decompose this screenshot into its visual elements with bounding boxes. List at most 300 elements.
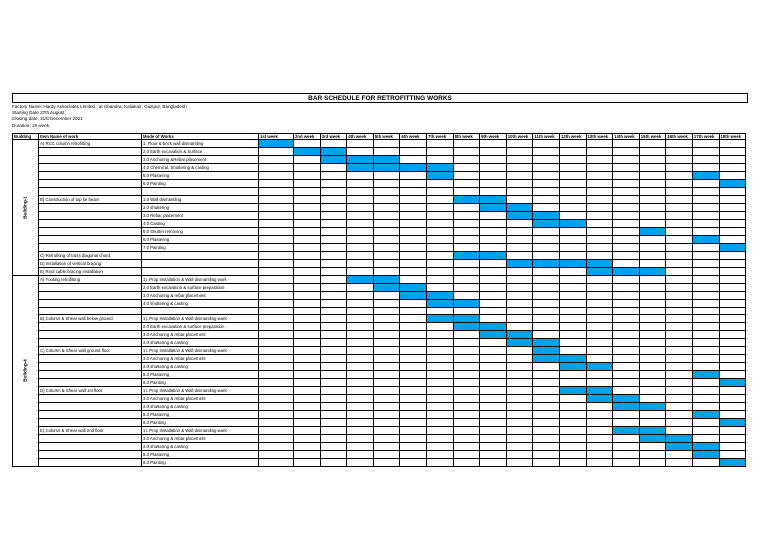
week-cell-4 <box>347 427 374 435</box>
week-cell-10 <box>506 291 533 299</box>
week-cell-18 <box>719 339 746 347</box>
header-week-5: 5th week <box>373 134 400 140</box>
week-cell-8 <box>453 427 480 435</box>
week-cell-3 <box>320 339 347 347</box>
week-cell-1 <box>259 387 294 395</box>
week-cell-5 <box>373 427 400 435</box>
week-cell-13 <box>586 371 613 379</box>
schedule-bar-week-18 <box>719 379 746 387</box>
week-cell-8 <box>453 339 480 347</box>
table-row <box>13 307 746 314</box>
week-cell-8 <box>453 283 480 291</box>
week-cell-2 <box>294 219 321 227</box>
table-row <box>13 188 746 195</box>
week-cell-13 <box>586 243 613 251</box>
week-cell-6 <box>400 227 427 235</box>
week-cell-13 <box>586 235 613 243</box>
week-cell-4 <box>347 219 374 227</box>
week-cell-4 <box>347 459 374 467</box>
week-cell-5 <box>373 411 400 419</box>
week-cell-6 <box>400 219 427 227</box>
week-cell-5 <box>373 307 400 314</box>
schedule-bar-week-14 <box>613 427 640 435</box>
table-row <box>13 339 746 347</box>
week-cell-4 <box>347 140 374 148</box>
week-cell-12 <box>559 140 586 148</box>
week-cell-8 <box>453 443 480 451</box>
week-cell-10 <box>506 140 533 148</box>
schedule-body <box>13 140 746 467</box>
week-cell-4 <box>347 451 374 459</box>
week-cell-15 <box>639 459 666 467</box>
week-cell-14 <box>613 227 640 235</box>
schedule-bar-week-7 <box>426 315 453 323</box>
schedule-bar-week-17 <box>692 235 719 243</box>
week-cell-4 <box>347 188 374 195</box>
week-cell-13 <box>586 307 613 314</box>
item-name-cell <box>39 419 142 427</box>
week-cell-3 <box>320 395 347 403</box>
week-cell-14 <box>613 172 640 180</box>
week-cell-2 <box>294 235 321 243</box>
week-cell-9 <box>480 459 507 467</box>
week-cell-6 <box>400 371 427 379</box>
mode-of-work-cell: 6.0 Painting <box>142 180 259 188</box>
week-cell-1 <box>259 379 294 387</box>
week-cell-12 <box>559 243 586 251</box>
week-cell-3 <box>320 243 347 251</box>
item-name-cell <box>39 299 142 307</box>
week-cell-11 <box>533 275 560 283</box>
week-cell-17 <box>692 331 719 339</box>
item-name-cell: E) Roof cable bracing installation <box>39 267 142 275</box>
week-cell-8 <box>453 379 480 387</box>
schedule-bar-week-4 <box>347 164 374 172</box>
week-cell-6 <box>400 172 427 180</box>
schedule-bar-week-9 <box>480 331 507 339</box>
week-cell-13 <box>586 180 613 188</box>
week-cell-2 <box>294 251 321 259</box>
mode-of-work-cell: 2.0 Earth excavation & surface preparation <box>142 283 259 291</box>
table-row <box>13 243 746 251</box>
table-row <box>13 387 746 395</box>
week-cell-18 <box>719 387 746 395</box>
week-cell-10 <box>506 251 533 259</box>
schedule-bar-week-16 <box>666 435 693 443</box>
week-cell-9 <box>480 291 507 299</box>
week-cell-6 <box>400 156 427 164</box>
week-cell-13 <box>586 331 613 339</box>
week-cell-10 <box>506 411 533 419</box>
week-cell-13 <box>586 227 613 235</box>
week-cell-16 <box>666 315 693 323</box>
week-cell-9 <box>480 411 507 419</box>
item-name-cell <box>39 339 142 347</box>
week-cell-13 <box>586 411 613 419</box>
week-cell-1 <box>259 411 294 419</box>
week-cell-14 <box>613 164 640 172</box>
schedule-title: BAR SCHEDULE FOR RETROFITTING WORKS <box>12 93 748 103</box>
week-cell-10 <box>506 283 533 291</box>
week-cell-3 <box>320 195 347 203</box>
week-cell-13 <box>586 251 613 259</box>
week-cell-2 <box>294 387 321 395</box>
week-cell-8 <box>453 419 480 427</box>
header-week-1: 1st week <box>259 134 294 140</box>
header-week-10: 10th week <box>506 134 533 140</box>
schedule-bar-week-1 <box>259 140 294 148</box>
week-cell-13 <box>586 203 613 211</box>
week-cell-16 <box>666 156 693 164</box>
week-cell-18 <box>719 315 746 323</box>
duration: Duration: 18 week <box>12 122 50 128</box>
week-cell-11 <box>533 203 560 211</box>
week-cell-6 <box>400 180 427 188</box>
item-name-cell: A) RCC column retrofitting <box>39 140 142 148</box>
week-cell-16 <box>666 339 693 347</box>
week-cell-11 <box>533 387 560 395</box>
week-cell-6 <box>400 299 427 307</box>
week-cell-14 <box>613 355 640 363</box>
item-name-cell <box>39 180 142 188</box>
table-row <box>13 291 746 299</box>
week-cell-7 <box>426 339 453 347</box>
table-row <box>13 195 746 203</box>
header-building: Building <box>13 134 39 140</box>
week-cell-3 <box>320 219 347 227</box>
schedule-bar-week-10 <box>506 331 533 339</box>
week-cell-2 <box>294 443 321 451</box>
week-cell-5 <box>373 323 400 331</box>
mode-of-work-cell: 3.0 Anchoring & rebar placement <box>142 291 259 299</box>
schedule-bar-week-13 <box>586 395 613 403</box>
schedule-bar-week-6 <box>400 164 427 172</box>
week-cell-6 <box>400 379 427 387</box>
week-cell-14 <box>613 203 640 211</box>
week-cell-10 <box>506 148 533 156</box>
week-cell-9 <box>480 148 507 156</box>
header-item: Item Name of work <box>39 134 142 140</box>
week-cell-4 <box>347 299 374 307</box>
table-row <box>13 435 746 443</box>
week-cell-18 <box>719 355 746 363</box>
week-cell-13 <box>586 403 613 411</box>
week-cell-7 <box>426 211 453 219</box>
week-cell-5 <box>373 259 400 267</box>
mode-of-work-cell <box>142 188 259 195</box>
week-cell-3 <box>320 451 347 459</box>
week-cell-18 <box>719 267 746 275</box>
week-cell-9 <box>480 227 507 235</box>
week-cell-13 <box>586 347 613 355</box>
week-cell-15 <box>639 411 666 419</box>
week-cell-17 <box>692 188 719 195</box>
week-cell-11 <box>533 315 560 323</box>
week-cell-1 <box>259 195 294 203</box>
item-name-cell <box>39 379 142 387</box>
header-week-18: 18th week <box>719 134 746 140</box>
week-cell-6 <box>400 339 427 347</box>
table-row <box>13 347 746 355</box>
week-cell-10 <box>506 419 533 427</box>
week-cell-16 <box>666 140 693 148</box>
week-cell-17 <box>692 259 719 267</box>
schedule-bar-week-18 <box>719 459 746 467</box>
schedule-bar-week-12 <box>559 355 586 363</box>
week-cell-3 <box>320 307 347 314</box>
schedule-bar-week-6 <box>400 283 427 291</box>
week-cell-2 <box>294 363 321 371</box>
mode-of-work-cell: 1). Prop Installation & Wall dismantling work <box>142 387 259 395</box>
week-cell-14 <box>613 148 640 156</box>
week-cell-16 <box>666 459 693 467</box>
header-week-2: 2nd week <box>294 134 321 140</box>
week-cell-6 <box>400 251 427 259</box>
week-cell-12 <box>559 188 586 195</box>
week-cell-9 <box>480 443 507 451</box>
week-cell-15 <box>639 211 666 219</box>
week-cell-7 <box>426 188 453 195</box>
week-cell-9 <box>480 315 507 323</box>
item-name-cell: B) Construction of top tie beam <box>39 195 142 203</box>
week-cell-1 <box>259 251 294 259</box>
table-row <box>13 203 746 211</box>
week-cell-12 <box>559 371 586 379</box>
table-row <box>13 275 746 283</box>
week-cell-17 <box>692 347 719 355</box>
week-cell-11 <box>533 451 560 459</box>
week-cell-18 <box>719 164 746 172</box>
week-cell-7 <box>426 347 453 355</box>
mode-of-work-cell: 4.0 shuttering & casting <box>142 443 259 451</box>
item-name-cell <box>39 451 142 459</box>
table-row <box>13 283 746 291</box>
week-cell-6 <box>400 355 427 363</box>
week-cell-16 <box>666 211 693 219</box>
week-cell-12 <box>559 227 586 235</box>
schedule-bar-week-16 <box>666 443 693 451</box>
week-cell-10 <box>506 156 533 164</box>
week-cell-2 <box>294 379 321 387</box>
week-cell-7 <box>426 451 453 459</box>
week-cell-16 <box>666 371 693 379</box>
week-cell-4 <box>347 419 374 427</box>
week-cell-7 <box>426 443 453 451</box>
week-cell-13 <box>586 355 613 363</box>
schedule-bar-week-17 <box>692 172 719 180</box>
schedule-bar-week-17 <box>692 371 719 379</box>
week-cell-3 <box>320 379 347 387</box>
table-row <box>13 443 746 451</box>
week-cell-6 <box>400 188 427 195</box>
week-cell-7 <box>426 243 453 251</box>
week-cell-2 <box>294 315 321 323</box>
week-cell-3 <box>320 419 347 427</box>
week-cell-15 <box>639 180 666 188</box>
mode-of-work-cell: 2.0 Earth excavation & Surface <box>142 148 259 156</box>
week-cell-2 <box>294 411 321 419</box>
schedule-bar-week-8 <box>453 251 480 259</box>
week-cell-15 <box>639 315 666 323</box>
week-cell-15 <box>639 164 666 172</box>
week-cell-15 <box>639 331 666 339</box>
week-cell-16 <box>666 395 693 403</box>
week-cell-10 <box>506 395 533 403</box>
week-cell-10 <box>506 267 533 275</box>
week-cell-16 <box>666 331 693 339</box>
week-cell-18 <box>719 227 746 235</box>
week-cell-4 <box>347 435 374 443</box>
mode-of-work-cell <box>142 307 259 314</box>
week-cell-3 <box>320 347 347 355</box>
header-week-12: 12th week <box>559 134 586 140</box>
week-cell-17 <box>692 419 719 427</box>
week-cell-3 <box>320 299 347 307</box>
week-cell-4 <box>347 395 374 403</box>
week-cell-14 <box>613 443 640 451</box>
week-cell-3 <box>320 331 347 339</box>
week-cell-5 <box>373 219 400 227</box>
week-cell-16 <box>666 363 693 371</box>
week-cell-17 <box>692 427 719 435</box>
week-cell-1 <box>259 347 294 355</box>
week-cell-3 <box>320 443 347 451</box>
week-cell-1 <box>259 299 294 307</box>
week-cell-17 <box>692 291 719 299</box>
week-cell-13 <box>586 275 613 283</box>
week-cell-3 <box>320 283 347 291</box>
table-row <box>13 172 746 180</box>
week-cell-7 <box>426 459 453 467</box>
mode-of-work-cell <box>142 259 259 267</box>
item-name-cell <box>39 331 142 339</box>
week-cell-11 <box>533 419 560 427</box>
schedule-bar-week-4 <box>347 156 374 164</box>
week-cell-6 <box>400 427 427 435</box>
mode-of-work-cell: 5.0 Shutter removing <box>142 227 259 235</box>
mode-of-work-cell: 1. Floor & brick wall dismantling <box>142 140 259 148</box>
week-cell-1 <box>259 180 294 188</box>
header-week-7: 7th week <box>426 134 453 140</box>
week-cell-7 <box>426 195 453 203</box>
week-cell-1 <box>259 315 294 323</box>
schedule-bar-week-9 <box>480 251 507 259</box>
week-cell-5 <box>373 419 400 427</box>
week-cell-10 <box>506 427 533 435</box>
week-cell-6 <box>400 435 427 443</box>
schedule-bar-week-7 <box>426 164 453 172</box>
week-cell-15 <box>639 148 666 156</box>
week-cell-16 <box>666 180 693 188</box>
week-cell-4 <box>347 251 374 259</box>
mode-of-work-cell: 7.0 Painting <box>142 243 259 251</box>
schedule-bar-week-4 <box>347 275 374 283</box>
week-cell-7 <box>426 148 453 156</box>
week-cell-14 <box>613 259 640 267</box>
week-cell-18 <box>719 140 746 148</box>
week-cell-3 <box>320 291 347 299</box>
week-cell-14 <box>613 195 640 203</box>
week-cell-10 <box>506 172 533 180</box>
week-cell-8 <box>453 331 480 339</box>
week-cell-10 <box>506 403 533 411</box>
mode-of-work-cell: 3.0 Anchoring & rebar placement <box>142 435 259 443</box>
schedule-bar-week-15 <box>639 267 666 275</box>
table-row <box>13 315 746 323</box>
week-cell-14 <box>613 299 640 307</box>
week-cell-3 <box>320 180 347 188</box>
week-cell-8 <box>453 259 480 267</box>
week-cell-12 <box>559 203 586 211</box>
item-name-cell <box>39 403 142 411</box>
week-cell-4 <box>347 243 374 251</box>
week-cell-12 <box>559 395 586 403</box>
schedule-bar-week-12 <box>559 387 586 395</box>
schedule-bar-week-3 <box>320 156 347 164</box>
week-cell-17 <box>692 227 719 235</box>
mode-of-work-cell: 5.0 Plastering <box>142 451 259 459</box>
schedule-bar-week-13 <box>586 363 613 371</box>
week-cell-8 <box>453 403 480 411</box>
week-cell-11 <box>533 283 560 291</box>
table-row <box>13 148 746 156</box>
item-name-cell <box>39 395 142 403</box>
week-cell-15 <box>639 371 666 379</box>
building-label: Building-1 <box>23 196 28 219</box>
week-cell-4 <box>347 331 374 339</box>
week-cell-6 <box>400 403 427 411</box>
week-cell-9 <box>480 267 507 275</box>
week-cell-2 <box>294 395 321 403</box>
week-cell-16 <box>666 259 693 267</box>
week-cell-17 <box>692 315 719 323</box>
week-cell-2 <box>294 323 321 331</box>
week-cell-10 <box>506 195 533 203</box>
table-row <box>13 211 746 219</box>
week-cell-8 <box>453 291 480 299</box>
week-cell-14 <box>613 180 640 188</box>
project-info <box>12 104 187 129</box>
table-row <box>13 156 746 164</box>
week-cell-14 <box>613 219 640 227</box>
week-cell-12 <box>559 267 586 275</box>
week-cell-14 <box>613 451 640 459</box>
week-cell-17 <box>692 219 719 227</box>
week-cell-14 <box>613 315 640 323</box>
mode-of-work-cell: 6.0 Painting <box>142 419 259 427</box>
week-cell-9 <box>480 363 507 371</box>
week-cell-9 <box>480 387 507 395</box>
week-cell-6 <box>400 331 427 339</box>
table-row <box>13 363 746 371</box>
mode-of-work-cell: 3.0 Anchoring & rebar placement <box>142 355 259 363</box>
week-cell-4 <box>347 148 374 156</box>
week-cell-1 <box>259 164 294 172</box>
week-cell-11 <box>533 331 560 339</box>
week-cell-12 <box>559 283 586 291</box>
schedule-bar-week-11 <box>533 259 560 267</box>
item-name-cell: B) Column & Shear wall below ground <box>39 315 142 323</box>
week-cell-5 <box>373 339 400 347</box>
week-cell-16 <box>666 387 693 395</box>
week-cell-18 <box>719 307 746 314</box>
mode-of-work-cell: 5.0 Plastering <box>142 172 259 180</box>
week-cell-7 <box>426 379 453 387</box>
week-cell-11 <box>533 395 560 403</box>
week-cell-2 <box>294 211 321 219</box>
building-label: Building-4 <box>23 359 28 383</box>
week-cell-9 <box>480 347 507 355</box>
